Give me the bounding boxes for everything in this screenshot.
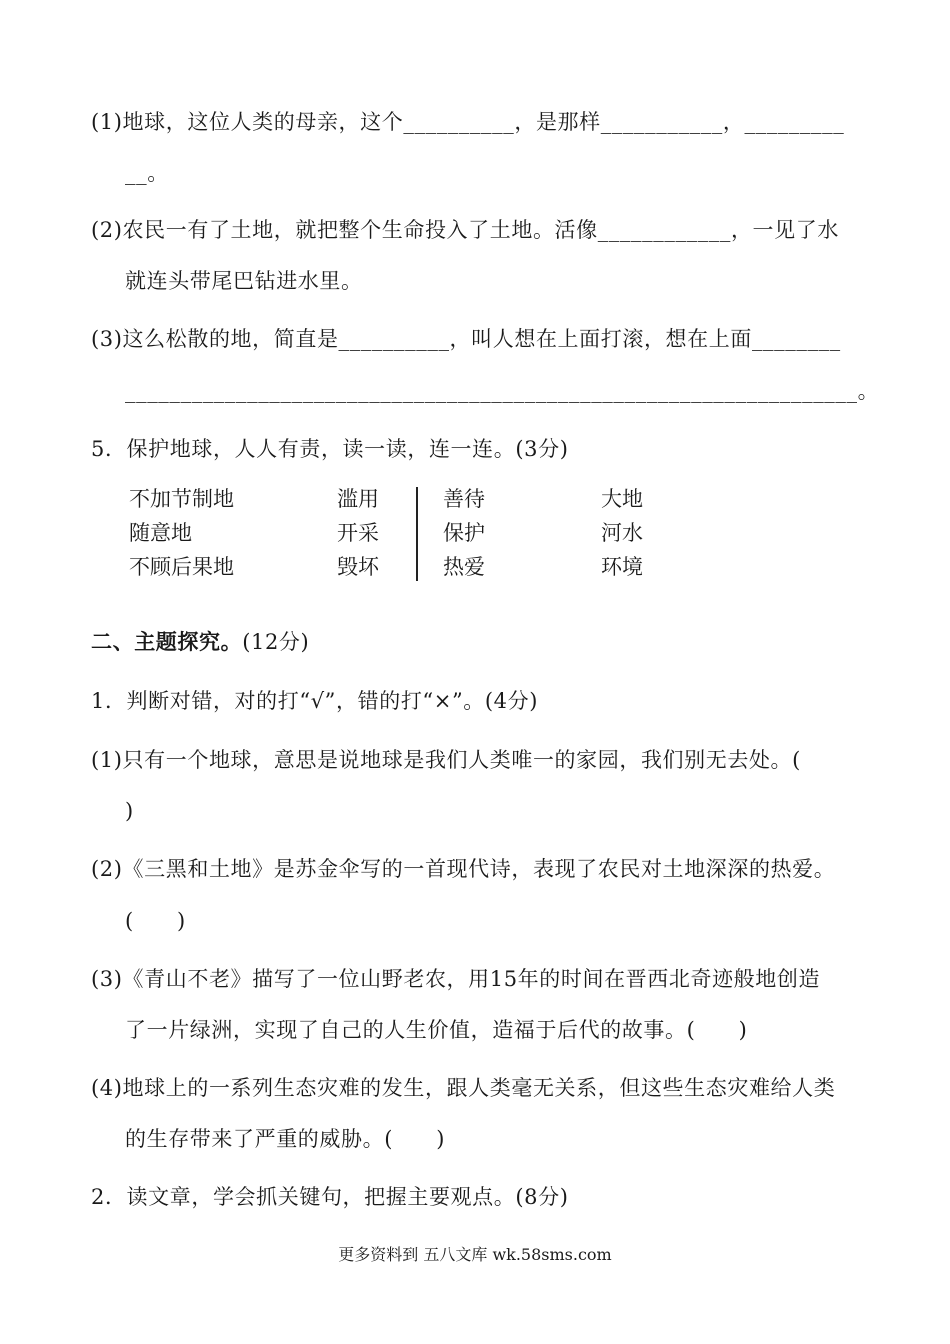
match-adverb: 随意地 xyxy=(129,521,192,545)
match-verb: 保护 xyxy=(443,521,485,545)
match-noun: 环境 xyxy=(601,555,643,579)
match-verb: 毁坏 xyxy=(337,555,379,579)
s2q1-heading: 1．判断对错，对的打“√”，错的打“×”。(4分) xyxy=(91,689,539,713)
match-verb: 善待 xyxy=(443,487,485,511)
match-adverb: 不加节制地 xyxy=(129,487,234,511)
q4-item2-line1: (2)农民一有了土地，就把整个生命投入了土地。活像____________，一见了水 xyxy=(91,218,839,242)
column-divider xyxy=(416,487,418,581)
s2q1-item3-line2: 了一片绿洲，实现了自己的人生价值，造福于后代的故事。( ) xyxy=(125,1018,748,1042)
s2q1-item4-line2: 的生存带来了严重的威胁。( ) xyxy=(125,1127,445,1151)
footer-link-text: 更多资料到 五八文库 wk.58sms.com xyxy=(338,1245,612,1264)
match-noun: 河水 xyxy=(601,521,643,545)
match-verb: 滥用 xyxy=(337,487,379,511)
section2-title: 二、主题探究。 xyxy=(91,629,243,654)
s2q1-item4-line1: (4)地球上的一系列生态灾难的发生，跟人类毫无关系，但这些生态灾难给人类 xyxy=(91,1076,836,1100)
q4-item1-line1: (1)地球，这位人类的母亲，这个__________，是那样___________，_________ xyxy=(91,110,845,134)
match-verb: 热爱 xyxy=(443,555,485,579)
match-verb: 开采 xyxy=(337,521,379,545)
s2q2-heading: 2．读文章，学会抓关键句，把握主要观点。(8分) xyxy=(91,1185,569,1209)
q4-item1-line2: __。 xyxy=(125,161,169,185)
s2q1-item1-line2: ) xyxy=(125,799,134,823)
section2-heading xyxy=(91,627,309,657)
section2-score: (12分) xyxy=(242,630,310,654)
match-adverb: 不顾后果地 xyxy=(129,555,234,579)
q4-item3-line1: (3)这么松散的地，简直是__________，叫人想在上面打滚，想在上面________ xyxy=(91,327,841,351)
match-noun: 大地 xyxy=(601,487,643,511)
s2q1-item2-line2: ( ) xyxy=(125,909,186,933)
s2q1-item3-line1: (3)《青山不老》描写了一位山野老农，用15年的时间在晋西北奇迹般地创造 xyxy=(91,967,821,991)
q5-heading: 5．保护地球，人人有责，读一读，连一连。(3分) xyxy=(91,437,569,461)
s2q1-item2-line1: (2)《三黑和土地》是苏金伞写的一首现代诗，表现了农民对土地深深的热爱。 xyxy=(91,857,836,881)
s2q1-item1-line1: (1)只有一个地球，意思是说地球是我们人类唯一的家园，我们别无去处。( xyxy=(91,748,801,772)
q4-item3-line2: __________________________________________________________________。 xyxy=(125,379,880,403)
q4-item2-line2: 就连头带尾巴钻进水里。 xyxy=(125,269,363,293)
